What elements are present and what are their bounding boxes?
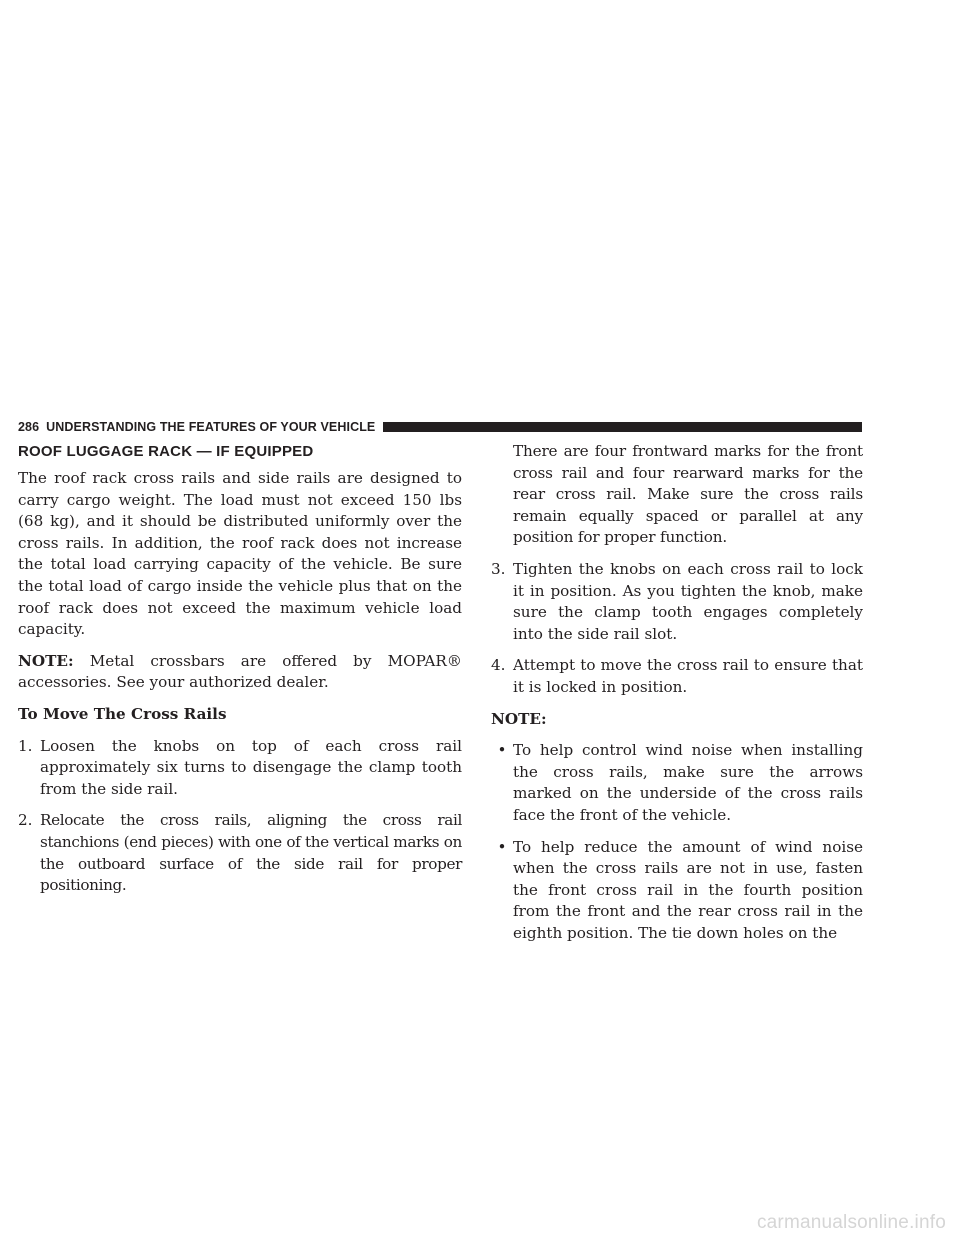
list-item [491,740,863,826]
running-title: UNDERSTANDING THE FEATURES OF YOUR VEHICLE [46,419,376,434]
section-title: ROOF LUGGAGE RACK — IF EQUIPPED [18,443,314,460]
list-item [491,837,863,945]
left-column [18,441,462,897]
page-number: 286 [18,419,40,434]
step-number: 2. [18,811,33,830]
header-rule [383,422,862,432]
note-label: NOTE: [491,709,547,728]
bullet-icon: • [497,837,507,856]
note-text: Metal crossbars are offered by MOPAR® accessories. See your authorized dealer. [18,651,462,692]
intro-paragraph: The roof rack cross rails and side rails are designed to carry cargo weight. The load must not exceed 150 lbs (68 kg), and it should be distributed uniformly over the cross rails. In addition, the roof rack does not increase the total load carrying capacity of the vehicle. Be sure the total load of cargo inside the vehicle plus that on the roof rack does not exceed the maximum vehicle load capacity. [18,469,462,639]
list-item [491,655,863,698]
running-header [18,418,862,435]
note-label: NOTE: [18,651,74,670]
step-text: Attempt to move the cross rail to ensure that it is locked in position. [513,656,863,696]
step-number: 1. [18,736,33,755]
step-number: 3. [491,559,506,578]
note-paragraph [18,651,462,694]
bullet-text: To help control wind noise when installing the cross rails, make sure the arrows marked on the underside of the cross rails face the front of the vehicle. [513,741,863,824]
step-text: Loosen the knobs on top of each cross rail approximately six turns to disengage the clamp tooth from the side rail. [40,736,462,798]
list-item [18,810,462,896]
subheading: To Move The Cross Rails [18,704,227,723]
step-text: Relocate the cross rails, aligning the cross rail stanchions (end pieces) with one of the vertical marks on the outboard surface of the side rail for proper positioning. [40,811,462,895]
bullet-icon: • [497,741,507,760]
step-text: Tighten the knobs on each cross rail to lock it in position. As you tighten the knob, make sure the clamp tooth engages completely into the side rail slot. [513,559,863,643]
right-column [491,441,863,944]
list-item [491,559,863,645]
bullet-text: To help reduce the amount of wind noise when the cross rails are not in use, fasten the front cross rail in the fourth position from the front and the rear cross rail in the eighth position. The tie down holes on the [513,837,863,942]
step-number: 4. [491,656,506,675]
step-continuation: There are four frontward marks for the front cross rail and four rearward marks for the rear cross rail. Make sure the cross rails remain equally spaced or parallel at any position for proper function. [513,442,863,547]
watermark: carmanualsonline.info [756,1212,946,1233]
list-item [18,736,462,801]
